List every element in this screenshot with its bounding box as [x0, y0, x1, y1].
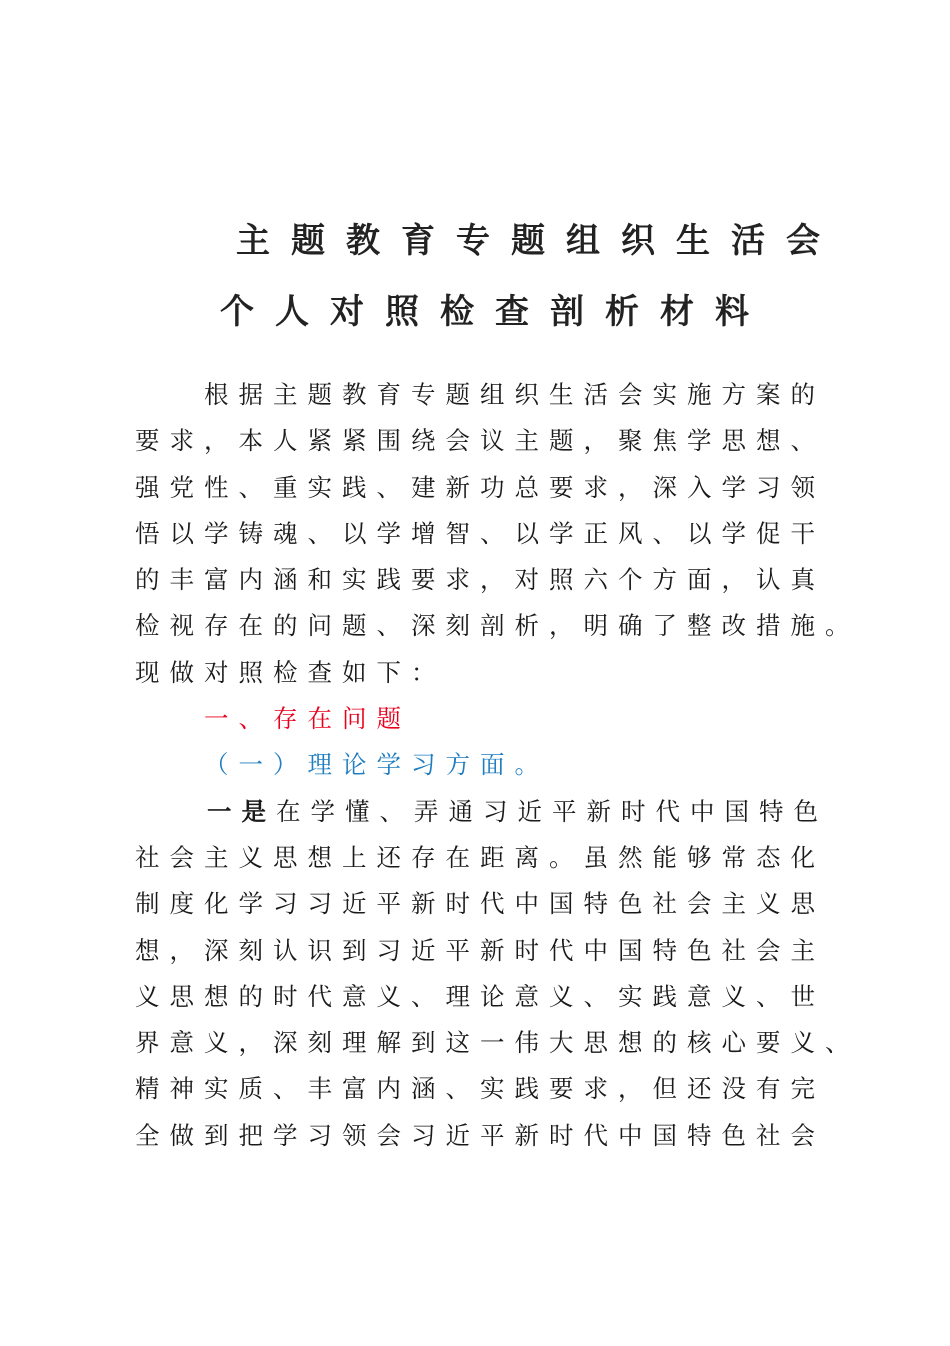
paragraph-line: 想，深刻认识到习近平新时代中国特色社会主 — [135, 935, 825, 965]
paragraph-line: 悟以学铸魂、以学增智、以学正风、以学促干 — [135, 518, 825, 548]
paragraph-line: 全做到把学习领会习近平新时代中国特色社会 — [135, 1120, 825, 1150]
document-title-line-1: 主题教育专题组织生活会 — [236, 221, 841, 261]
paragraph-line: 社会主义思想上还存在距离。虽然能够常态化 — [135, 842, 825, 872]
document-body — [135, 372, 935, 1159]
point-text: 在学懂、弄通习近平新时代中国特色 — [276, 796, 828, 826]
paragraph-line: 强党性、重实践、建新功总要求，深入学习领 — [135, 472, 825, 502]
subsection-heading: （一）理论学习方面。 — [204, 750, 549, 780]
paragraph-line: 现做对照检查如下： — [135, 657, 446, 687]
paragraph-line: 根据主题教育专题组织生活会实施方案的 — [204, 380, 825, 409]
paragraph-line: 制度化学习习近平新时代中国特色社会主义思 — [135, 889, 825, 919]
document-title-line-2: 个人对照检查剖析材料 — [220, 292, 770, 332]
paragraph-line: 的丰富内涵和实践要求，对照六个方面，认真 — [135, 565, 825, 595]
paragraph-line: 界意义，深刻理解到这一伟大思想的核心要义、 — [135, 1028, 860, 1058]
point-lead: 一是 — [207, 796, 276, 826]
paragraph-line: 精神实质、丰富内涵、实践要求，但还没有完 — [135, 1074, 825, 1104]
paragraph-line: 义思想的时代意义、理论意义、实践意义、世 — [135, 981, 825, 1011]
point-first-line — [135, 789, 935, 835]
paragraph-line: 检视存在的问题、深刻剖析，明确了整改措施。 — [135, 611, 860, 641]
paragraph-line: 要求，本人紧紧围绕会议主题，聚焦学思想、 — [135, 426, 825, 456]
section-heading: 一、存在问题 — [204, 704, 411, 734]
